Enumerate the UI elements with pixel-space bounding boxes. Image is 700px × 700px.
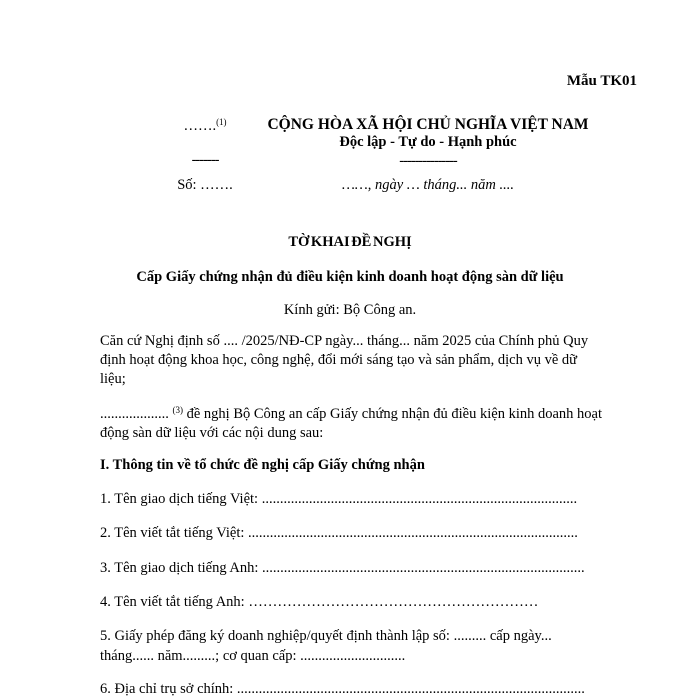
field-english-trade-name: 3. Tên giao dịch tiếng Anh: .........................................................................................: [100, 560, 585, 576]
organization-underline: -------: [191, 152, 219, 168]
footnote-3-marker: (3): [172, 405, 183, 415]
field-english-abbreviation: 4. Tên viết tắt tiếng Anh: ……………………………………………………: [100, 594, 539, 610]
section-1-heading: I. Thông tin về tổ chức đề nghị cấp Giấy chứng nhận: [100, 457, 425, 473]
national-motto: Độc lập - Tự do - Hạnh phúc: [339, 134, 517, 150]
national-title: CỘNG HÒA XÃ HỘI CHỦ NGHĨA VIỆT NAM: [267, 116, 589, 133]
recipient-line: Kính gửi: Bộ Công an.: [283, 302, 417, 318]
date-line: ……, ngày … tháng... năm ....: [342, 177, 514, 193]
motto-underline: ---------------: [399, 153, 457, 169]
document-number: Số: …….: [177, 177, 233, 193]
request-paragraph: [100, 405, 604, 443]
form-code: Mẫu TK01: [566, 73, 637, 89]
footnote-1-marker: (1): [216, 117, 227, 127]
legal-basis-paragraph: Căn cứ Nghị định số .... /2025/NĐ-CP ngày... tháng... năm 2025 của Chính phủ Quy định hoạt động khoa học, công nghệ, đổi mới sáng tạo và sản phẩm, dịch vụ về dữ liệu;: [100, 333, 589, 387]
field-vietnamese-trade-name: 1. Tên giao dịch tiếng Việt: .......................................................................................: [100, 491, 578, 507]
document-title: TỜ KHAI ĐỀ NGHỊ: [288, 234, 412, 250]
requesting-organization-placeholder: ...................: [100, 406, 169, 422]
request-text: đề nghị Bộ Công an cấp Giấy chứng nhận đủ điều kiện kinh doanh hoạt động sàn dữ liệu với các nội dung sau:: [100, 406, 603, 441]
field-vietnamese-abbreviation: 2. Tên viết tắt tiếng Việt: ...........................................................................................: [100, 525, 578, 541]
field-head-office-address: 6. Địa chỉ trụ sở chính: ................................................................................................: [100, 681, 585, 697]
field-business-license: 5. Giấy phép đăng ký doanh nghiệp/quyết định thành lập số: ......... cấp ngày...: [100, 628, 552, 644]
field-business-license-continued: tháng...... năm.........; cơ quan cấp: .............................: [100, 648, 406, 664]
document-subtitle: Cấp Giấy chứng nhận đủ điều kiện kinh doanh hoạt động sàn dữ liệu: [136, 269, 564, 285]
issuing-organization-placeholder: …….: [183, 118, 217, 134]
